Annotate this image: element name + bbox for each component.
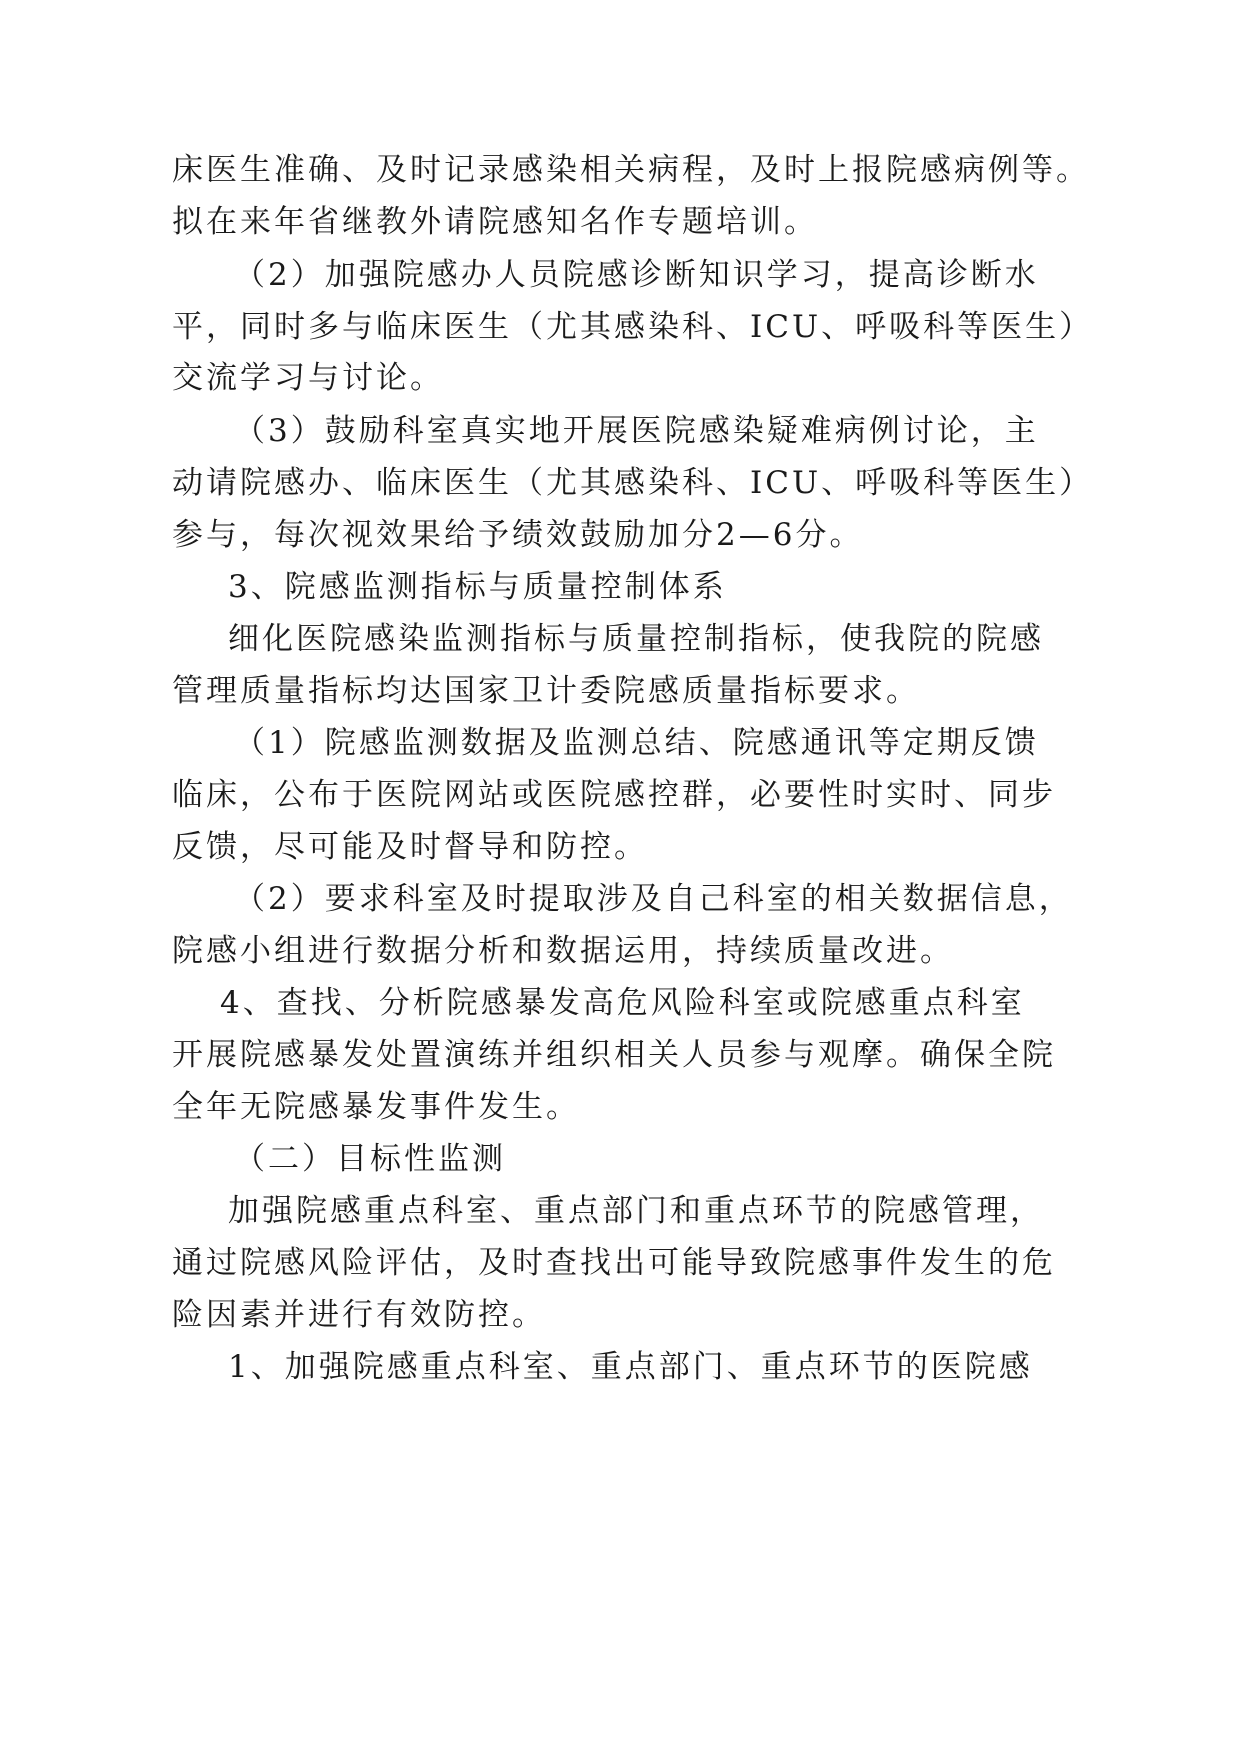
text-line: 交流学习与讨论。 xyxy=(172,360,444,396)
text-line: 开展院感暴发处置演练并组织相关人员参与观摩。确保全院 xyxy=(172,1037,1056,1073)
text-line: 参与，每次视效果给予绩效鼓励加分2—6分。 xyxy=(172,517,864,553)
text-line: 加强院感重点科室、重点部门和重点环节的院感管理， xyxy=(228,1193,1044,1229)
section-heading: 1、加强院感重点科室、重点部门、重点环节的医院感 xyxy=(228,1349,1033,1385)
text-line: 临床，公布于医院网站或医院感控群，必要性时实时、同步 xyxy=(172,777,1056,813)
text-line: 拟在来年省继教外请院感知名作专题培训。 xyxy=(172,204,818,240)
text-line: 床医生准确、及时记录感染相关病程，及时上报院感病例等。 xyxy=(172,152,1090,188)
text-line: （3）鼓励科室真实地开展医院感染疑难病例讨论，主 xyxy=(234,413,1039,449)
text-line: （2）要求科室及时提取涉及自己科室的相关数据信息， xyxy=(234,881,1073,917)
text-line: 动请院感办、临床医生（尤其感染科、ICU、呼吸科等医生） xyxy=(172,465,1094,501)
text-line: （1）院感监测数据及监测总结、院感通讯等定期反馈 xyxy=(234,725,1039,761)
section-heading: 4、查找、分析院感暴发高危风险科室或院感重点科室 xyxy=(220,985,1025,1021)
text-line: 反馈，尽可能及时督导和防控。 xyxy=(172,829,648,865)
text-line: （2）加强院感办人员院感诊断知识学习，提高诊断水 xyxy=(234,257,1039,293)
text-line: 全年无院感暴发事件发生。 xyxy=(172,1089,580,1125)
text-line: 细化医院感染监测指标与质量控制指标，使我院的院感 xyxy=(228,621,1044,657)
text-line: 院感小组进行数据分析和数据运用，持续质量改进。 xyxy=(172,933,954,969)
section-heading: （二）目标性监测 xyxy=(234,1141,506,1177)
text-line: 通过院感风险评估，及时查找出可能导致院感事件发生的危 xyxy=(172,1245,1056,1281)
section-heading: 3、院感监测指标与质量控制体系 xyxy=(228,569,727,605)
text-line: 管理质量指标均达国家卫计委院感质量指标要求。 xyxy=(172,673,920,709)
text-line: 平，同时多与临床医生（尤其感染科、ICU、呼吸科等医生） xyxy=(172,309,1094,345)
text-line: 险因素并进行有效防控。 xyxy=(172,1297,546,1333)
